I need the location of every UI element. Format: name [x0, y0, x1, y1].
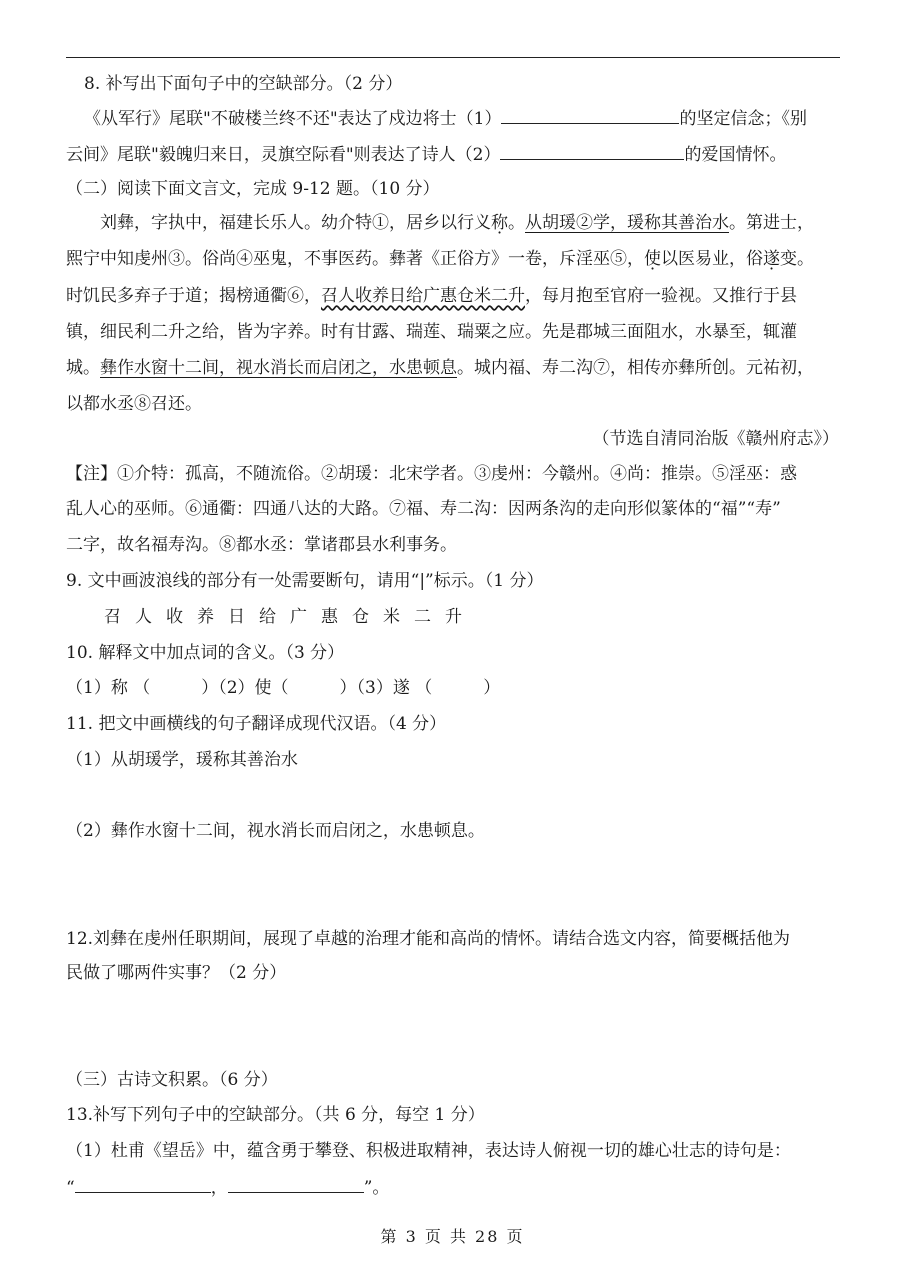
comma: ，	[210, 1178, 228, 1198]
passage-text: 。	[508, 213, 525, 233]
dotted-word-cheng: 称	[491, 213, 508, 233]
passage-line-1	[100, 212, 814, 234]
passage-line-2	[66, 248, 814, 270]
page-number: 第 3 页 共 28 页	[380, 1227, 525, 1246]
passage-text: 。城内福、寿二沟⑦，相传亦彝所创。元祐初，	[457, 358, 814, 378]
passage-text: 刘彝，字执中，福建长乐人。幼介特①，居乡以行义	[100, 213, 491, 233]
passage-text: 时饥民多弃子于道；揭榜通衢⑥，	[66, 286, 321, 306]
notes-line-3: 二字，故名福寿沟。⑧都水丞：掌诸郡县水利事务。	[66, 535, 457, 555]
q12-line-1: 12.刘彝在虔州任职期间，展现了卓越的治理才能和高尚的情怀。请结合选文内容，简要概括他为	[66, 929, 791, 949]
passage-line-6: 以都水丞⑧召还。	[66, 394, 202, 414]
q8-blank-1[interactable]	[501, 107, 679, 124]
q13-item-1: （1）杜甫《望岳》中，蕴含勇于攀登、积极进取精神，表达诗人俯视一切的雄心壮志的诗句是：	[66, 1141, 791, 1161]
q11-item-2: （2）彝作水窗十二间，视水消长而启闭之，水患顿息。	[66, 821, 485, 841]
q8-line1-text-b: 的坚定信念；《别	[679, 109, 807, 129]
q8-line2-text-a: 云间》尾联"毅魄归来日，灵旗空际看"则表达了诗人（2）	[66, 145, 501, 165]
q13-title: 13.补写下列句子中的空缺部分。（共 6 分，每空 1 分）	[66, 1105, 485, 1125]
passage-text: ，每月抱至官府一验视。又推行于县	[525, 286, 797, 306]
q10-title: 10. 解释文中加点词的含义。（3 分）	[66, 643, 345, 663]
passage-source: （节选自清同治版《赣州府志》）	[592, 429, 839, 449]
underlined-sentence-1: 从胡瑗②学，瑗称其善治水	[525, 213, 729, 233]
dotted-word-sui: 遂	[763, 249, 780, 269]
q8-line1-text-a: 《从军行》尾联"不破楼兰终不还"表达了戍边将士（1）	[84, 109, 502, 129]
q8-line2	[66, 143, 786, 166]
underlined-sentence-2: 彝作水窗十二间，视水消长而启闭之，水患顿息	[100, 358, 457, 378]
q8-title: 8. 补写出下面句子中的空缺部分。（2 分）	[84, 74, 403, 94]
passage-line-3	[66, 285, 797, 307]
passage-line-5	[66, 357, 814, 379]
section2-heading: （二）阅读下面文言文，完成 9-12 题。（10 分）	[66, 179, 440, 199]
q11-item-1: （1）从胡瑗学，瑗称其善治水	[66, 750, 298, 770]
q8-line1	[84, 107, 807, 130]
q8-blank-2[interactable]	[500, 143, 684, 160]
q12-line-2: 民做了哪两件实事？（2 分）	[66, 963, 287, 983]
header-rule	[66, 57, 840, 58]
passage-text: 以医易业，俗	[661, 249, 763, 269]
dotted-word-shi: 使	[644, 249, 661, 269]
passage-text: 城。	[66, 358, 100, 378]
quote-close: ”。	[363, 1178, 390, 1198]
passage-line-4: 镇，细民利二升之给，皆为字养。时有甘露、瑞莲、瑞粟之应。先是郡城三面阻水，水暴至，辄灌	[66, 322, 797, 342]
q9-sentence[interactable]: 召人收养日给广惠仓米二升	[104, 607, 476, 627]
q8-line2-text-b: 的爱国情怀。	[684, 145, 787, 165]
passage-text: 变。	[780, 249, 814, 269]
quote-open: “	[66, 1178, 75, 1198]
q13-blank-2[interactable]	[228, 1176, 364, 1193]
passage-text: 熙宁中知虔州③。俗尚④巫鬼，不事医药。彝著《正俗方》一卷，斥淫巫⑤，	[66, 249, 644, 269]
q10-items[interactable]: （1）称 （ ）（2）使（ ）（3）遂 （ ）	[66, 678, 501, 698]
q13-blank-1[interactable]	[75, 1176, 211, 1193]
wavy-sentence: 召人收养日给广惠仓米二升	[321, 286, 525, 306]
q11-title: 11. 把文中画横线的句子翻译成现代汉语。（4 分）	[66, 714, 447, 734]
notes-line-2: 乱人心的巫师。⑥通衢：四通八达的大路。⑦福、寿二沟：因两条沟的走向形似篆体的“福”“寿”	[66, 499, 781, 519]
notes-line-1: 【注】①介特：孤高，不随流俗。②胡瑗：北宋学者。③虔州：今赣州。④尚：推崇。⑤淫巫：惑	[66, 464, 797, 484]
passage-text: 。第进士，	[729, 213, 814, 233]
q13-answer-line	[66, 1176, 389, 1199]
q9-title: 9. 文中画波浪线的部分有一处需要断句，请用“|”标示。（1 分）	[66, 571, 544, 591]
section3-heading: （三）古诗文积累。（6 分）	[66, 1070, 278, 1090]
